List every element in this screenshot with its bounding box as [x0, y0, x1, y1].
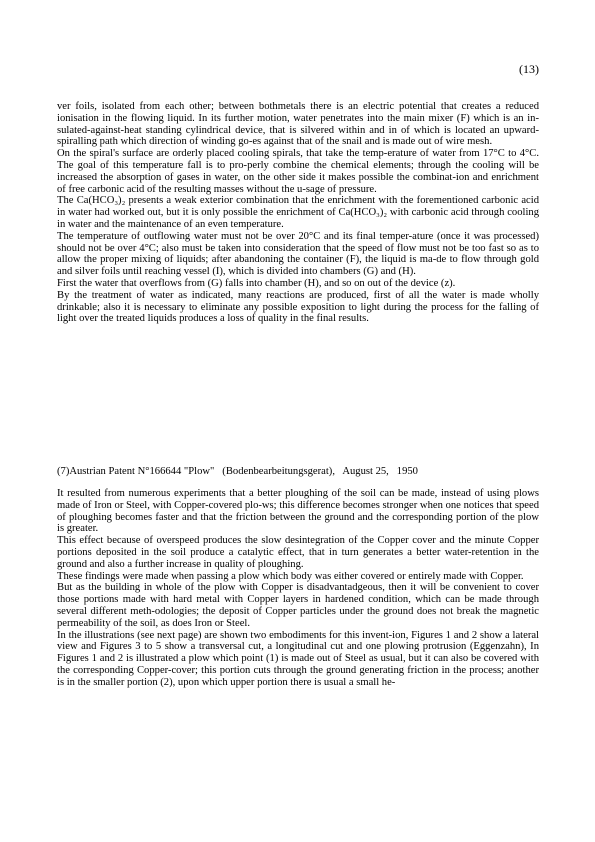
- section-water-treatment: [57, 101, 539, 325]
- paragraph: By the treatment of water as indicated, many reactions are produced, first of all the water is made wholly drinkable; also it is necessary to eliminate any possible exposition to light during the process for the falling of light over the treated liquids produces a loss of quality in the final results.: [57, 289, 539, 325]
- paragraph: These findings were made when passing a plow which body was either covered or entirely made with Copper.: [57, 570, 524, 582]
- paragraph: The temperature of outflowing water must not be over 20°C and its final temper-ature (once it was processed) should not be over 4°C; also must be taken into consideration that the speed of flow must not be too fast so as to allow the proper mixing of liquids; after abandoning the container (F), the liquid is ma-de to flow through gold and silver foils until reaching vessel (I), which is divided into chambers (G) and (H).: [57, 230, 539, 278]
- page-number: (13): [519, 62, 539, 76]
- paragraph: It resulted from numerous experiments that a better ploughing of the soil can be made, instead of using plows made of Iron or Steel, with Copper-covered plo-ws; this difference becomes stronger when one notices that speed of ploughing becomes faster and that the friction between the ground and the corresponding portion of the plow is greater.: [57, 488, 539, 535]
- paragraph: This effect because of overspeed produces the slow desintegration of the Copper cover and the minute Copper portions deposited in the soil produce a catalytic effect, that in turn generates a better water-retention in the ground and also a further increase in quality of ploughing.: [57, 535, 539, 570]
- paragraph: On the spiral's surface are orderly placed cooling spirals, that take the temp-erature of water from 17°C to 4°C. The goal of this temperature fall is to pro-perly combine the chemical elements; through the cooling will be increased the absorption of gases in water, on the other side it makes possible the combinat-ion and enrichment of free carbonic acid of the resulting masses without the u-sage of pressure.: [57, 148, 539, 195]
- paragraph: The Ca(HCO₃)₂ presents a weak exterior combination that the enrichment with the forementioned carbonic acid in water had worked out, but it is only possible the enrichment of Ca(HCO₃)₂ with carbonic acid through cooling in water and the maintenance of an even temperature.: [57, 195, 539, 230]
- paragraph: First the water that overflows from (G) falls into chamber (H), and so on out of the device (z).: [57, 277, 456, 289]
- paragraph: ver foils, isolated from each other; between bothmetals there is an electric potential that creates a reduced ionisation in the flowing liquid. In its further motion, water penetrates into the main mixer (F) which is an in-sulated-against-heat standing cylindrical device, that is silvered within and in of which is located an upward-spiralling path which direction of winding go-es against that of the snail and is made out of wire mesh.: [57, 101, 539, 148]
- paragraph: In the illustrations (see next page) are shown two embodiments for this invent-ion, Figures 1 and 2 show a lateral view and Figures 3 to 5 show a transversal cut, a longitudinal cut and one plowing protrusion (Eggenzahn), In Figures 1 and 2 is illustrated a plow which point (1) is made out of Steel as usual, but it can also be covered with the corresponding Copper-cover; this portion cuts through the ground generating friction in the process; another is in the smaller portion (2), upon which upper portion there is usual a small he-: [57, 629, 539, 688]
- section-plow-patent: [57, 488, 539, 689]
- patent-heading: (7)Austrian Patent N°166644 "Plow" (Bodenbearbeitungsgerat), August 25, 1950: [57, 466, 418, 477]
- paragraph: But as the building in whole of the plow with Copper is disadvantadgeous, then it will be convenient to cover those portions made with hard metal with Copper layers in hardened condition, which can be made through several different meth-odologies; the deposit of Copper particles under the ground does not break the magnetic permeability of the soil, as does Iron or Steel.: [57, 582, 539, 629]
